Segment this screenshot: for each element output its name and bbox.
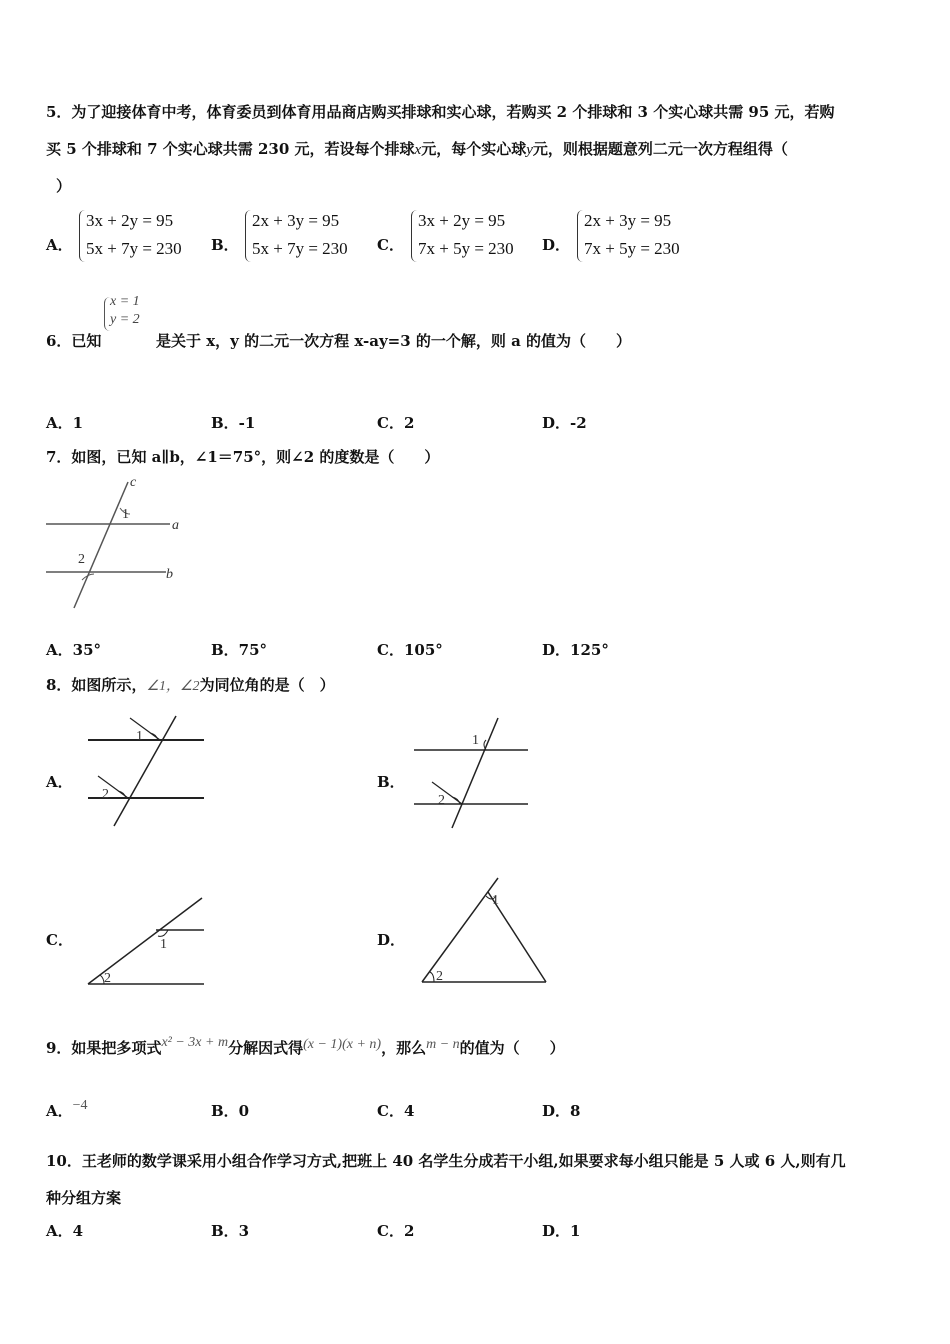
q10-line1: 10．王老师的数学课采用小组合作学习方式,把班上 40 名学生分成若干小组,如果要求每小组只能是 5 人或 6 人,则有几	[46, 1152, 846, 1170]
q5-line3: ）	[56, 177, 72, 195]
q9-option-a[interactable]	[46, 1098, 88, 1123]
q10-option-d[interactable]: D．1	[542, 1222, 581, 1240]
q7-parallel-lines-figure	[40, 474, 200, 614]
q10-option-c[interactable]: C．2	[377, 1222, 415, 1240]
q6-option-c[interactable]: C．2	[377, 414, 415, 432]
q8-text-a: 8．如图所示，	[46, 676, 147, 694]
q8-c-label-2: 2	[104, 971, 111, 986]
q8-a-label-2: 2	[102, 787, 109, 802]
q5-var-x: x	[414, 142, 422, 158]
q7-label-2: 2	[78, 552, 85, 567]
q7-label-1: 1	[122, 507, 129, 522]
q8-figure-d	[416, 874, 556, 989]
q5-option-b-eq1: 2x + 3y = 95	[252, 211, 340, 230]
q6-sys-eq2: y = 2	[110, 312, 140, 327]
q5-option-c-eq1: 3x + 2y = 95	[418, 211, 506, 230]
q6-prefix: 6．已知	[46, 332, 102, 350]
q8-c-label-1: 1	[160, 937, 167, 952]
q5-option-c-system	[418, 207, 514, 263]
q8-b-label-1: 1	[472, 733, 479, 748]
q9-option-b[interactable]: B．0	[211, 1102, 250, 1120]
q6-sys-eq1: x = 1	[110, 294, 140, 309]
q5-option-a-label[interactable]: A．	[46, 236, 73, 254]
q7-label-c: c	[130, 475, 137, 490]
q8-d-label-2: 2	[436, 969, 443, 984]
q6-system	[110, 293, 140, 329]
q5-option-b-system	[252, 207, 348, 263]
q6-text: 是关于 x，y 的二元一次方程 x-ay=3 的一个解，则 a 的值为（ ）	[156, 332, 632, 350]
q5-option-b-brace	[245, 210, 252, 262]
q9-option-d[interactable]: D．8	[542, 1102, 581, 1120]
q5-option-c-label[interactable]: C．	[377, 236, 404, 254]
q7-option-c[interactable]: C．105°	[377, 641, 443, 659]
q7-label-b: b	[166, 567, 173, 582]
q5-option-d-label[interactable]: D．	[542, 236, 571, 254]
q10-option-a[interactable]: A．4	[46, 1222, 84, 1240]
q8-option-d-label[interactable]: D．	[377, 931, 406, 949]
q8-b-label-2: 2	[438, 793, 445, 808]
q10-option-b[interactable]: B．3	[211, 1222, 250, 1240]
q8-angles: ∠1，∠2	[146, 679, 200, 694]
q5-option-b-label[interactable]: B．	[211, 236, 239, 254]
q8-question-text	[46, 675, 335, 697]
q8-d-label-1: 1	[492, 893, 499, 908]
q5-option-d-eq1: 2x + 3y = 95	[584, 211, 672, 230]
q5-option-b-eq2: 5x + 7y = 230	[252, 239, 348, 258]
q8-figure-a	[84, 710, 214, 830]
q7-option-a[interactable]: A．35°	[46, 641, 102, 659]
q5-line2-a: 买 5 个排球和 7 个实心球共需 230 元，若设每个排球	[46, 140, 415, 158]
q9-text-a: 9．如果把多项式	[46, 1039, 162, 1057]
q5-var-y: y	[526, 142, 533, 158]
q5-option-a-system	[86, 207, 182, 263]
q9-factored: (x − 1)(x + n)	[303, 1037, 382, 1052]
q5-option-c-brace	[411, 210, 418, 262]
q5-option-d-system	[584, 207, 680, 263]
q8-option-b-label[interactable]: B．	[377, 773, 405, 791]
q8-option-a-label[interactable]: A．	[46, 773, 73, 791]
q9-text-d: 的值为（ ）	[459, 1039, 565, 1057]
q9-expression: m − n	[426, 1037, 460, 1052]
q6-option-d[interactable]: D．-2	[542, 414, 587, 432]
q7-option-b[interactable]: B．75°	[211, 641, 268, 659]
q5-option-d-brace	[577, 210, 584, 262]
q9-option-a-value: −4	[72, 1098, 88, 1113]
q9-text-b: 分解因式得	[228, 1039, 304, 1057]
q5-line2-c: 元，则根据题意列二元一次方程组得（	[532, 140, 788, 158]
q9-polynomial: x² − 3x + m	[161, 1035, 229, 1050]
q5-line1: 5．为了迎接体育中考，体育委员到体育用品商店购买排球和实心球，若购买 2 个排球和 3 个实心球共需 95 元，若购	[46, 103, 835, 121]
q5-option-a-brace	[79, 210, 86, 262]
q9-question-text	[46, 1035, 565, 1060]
q8-figure-c	[84, 892, 214, 992]
q10-line2: 种分组方案	[46, 1189, 122, 1207]
q7-question-text: 7．如图，已知 a∥b，∠1＝75°，则∠2 的度数是（ ）	[46, 448, 440, 466]
q9-text-c: ，那么	[381, 1039, 427, 1057]
q8-text-b: 为同位角的是（ ）	[199, 676, 335, 694]
q8-a-label-1: 1	[136, 729, 143, 744]
q7-label-a: a	[172, 518, 179, 533]
q5-option-c-eq2: 7x + 5y = 230	[418, 239, 514, 258]
q5-line2-b: 元，每个实心球	[421, 140, 527, 158]
q5-option-a-eq2: 5x + 7y = 230	[86, 239, 182, 258]
q8-option-c-label[interactable]: C．	[46, 931, 73, 949]
q6-option-b[interactable]: B．-1	[211, 414, 256, 432]
q9-option-c[interactable]: C．4	[377, 1102, 415, 1120]
q5-line2	[46, 139, 788, 160]
q5-option-d-eq2: 7x + 5y = 230	[584, 239, 680, 258]
q8-figure-b	[410, 712, 540, 832]
q9-option-a-label: A．	[46, 1102, 73, 1120]
q7-option-d[interactable]: D．125°	[542, 641, 609, 659]
q6-option-a[interactable]: A．1	[46, 414, 84, 432]
q5-option-a-eq1: 3x + 2y = 95	[86, 211, 174, 230]
